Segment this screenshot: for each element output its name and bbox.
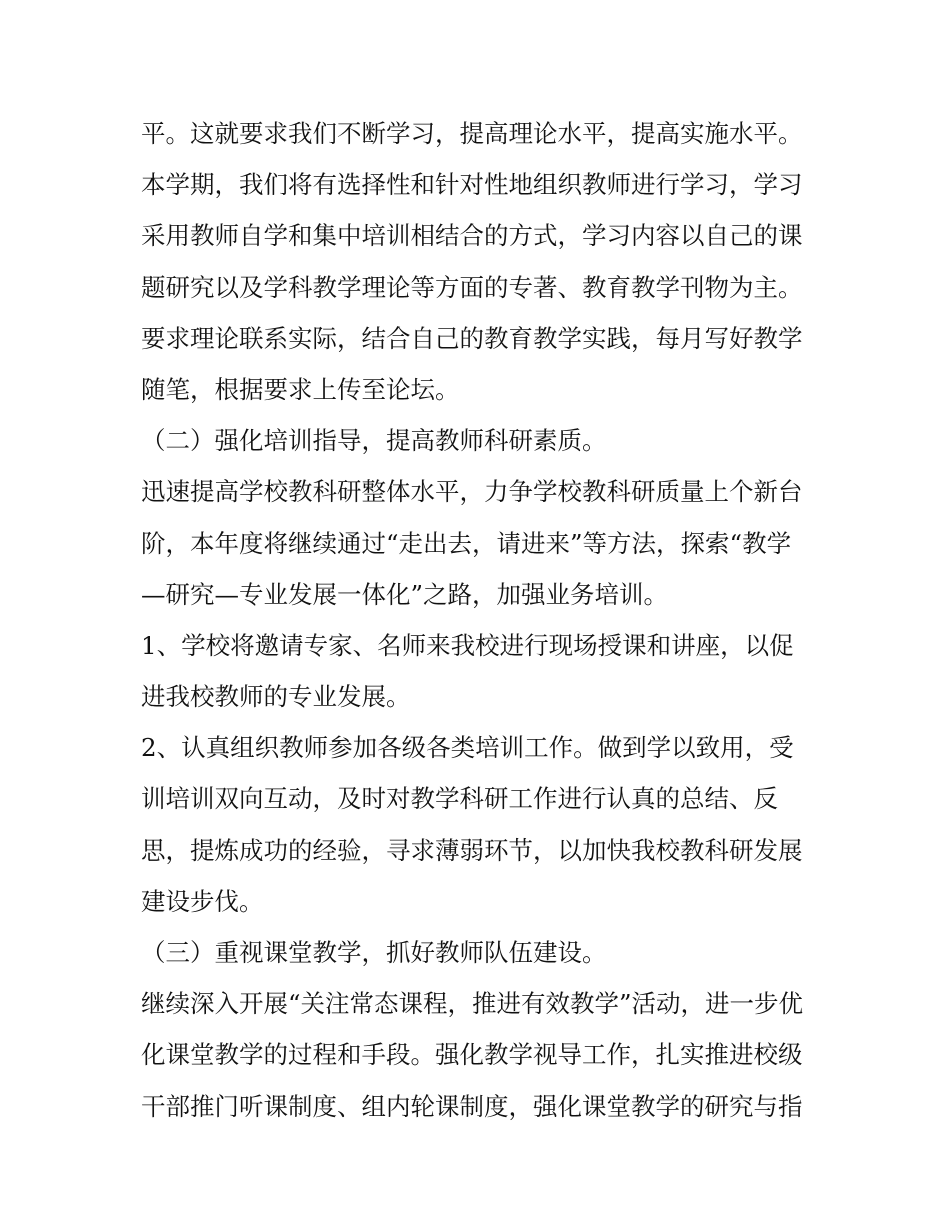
- text-line: 要求理论联系实际，结合自己的教育教学实践，每月写好教学: [141, 323, 803, 353]
- text-line: 平。这就要求我们不断学习，提高理论水平，提高实施水平。: [141, 119, 803, 148]
- text-line: —研究—专业发展一体化”之路，加强业务培训。: [141, 579, 669, 609]
- text-line: 2、认真组织教师参加各级各类培训工作。做到学以致用，受: [141, 733, 794, 763]
- text-line: 思，提炼成功的经验，寻求薄弱环节，以加快我校教科研发展: [141, 835, 803, 865]
- text-line: 化课堂教学的过程和手段。强化教学视导工作，扎实推进校级: [141, 1040, 803, 1070]
- text-line: 题研究以及学科教学理论等方面的专著、教育教学刊物为主。: [141, 272, 803, 302]
- text-line: 训培训双向互动，及时对教学科研工作进行认真的总结、反: [141, 784, 778, 814]
- text-line: 随笔，根据要求上传至论坛。: [141, 374, 460, 404]
- text-line: 本学期，我们将有选择性和针对性地组织教师进行学习，学习: [141, 170, 803, 200]
- text-line: 建设步伐。: [141, 886, 264, 916]
- text-line: 1、学校将邀请专家、名师来我校进行现场授课和讲座，以促: [141, 630, 794, 660]
- text-line: 采用教师自学和集中培训相结合的方式，学习内容以自己的课: [141, 221, 803, 251]
- text-line: 进我校教师的专业发展。: [141, 682, 411, 712]
- text-line: 迅速提高学校教科研整体水平，力争学校教科研质量上个新台: [141, 477, 803, 507]
- section-heading: （三）重视课堂教学，抓好教师队伍建设。: [141, 938, 607, 967]
- text-line: 继续深入开展“关注常态课程，推进有效教学”活动，进一步优: [141, 989, 804, 1019]
- text-line: 阶，本年度将继续通过“走出去，请进来”等方法，探索“教学: [141, 528, 792, 558]
- text-line: 干部推门听课制度、组内轮课制度，强化课堂教学的研究与指: [141, 1091, 803, 1121]
- document-body: [141, 108, 821, 1132]
- section-heading: （二）强化培训指导，提高教师科研素质。: [141, 426, 607, 456]
